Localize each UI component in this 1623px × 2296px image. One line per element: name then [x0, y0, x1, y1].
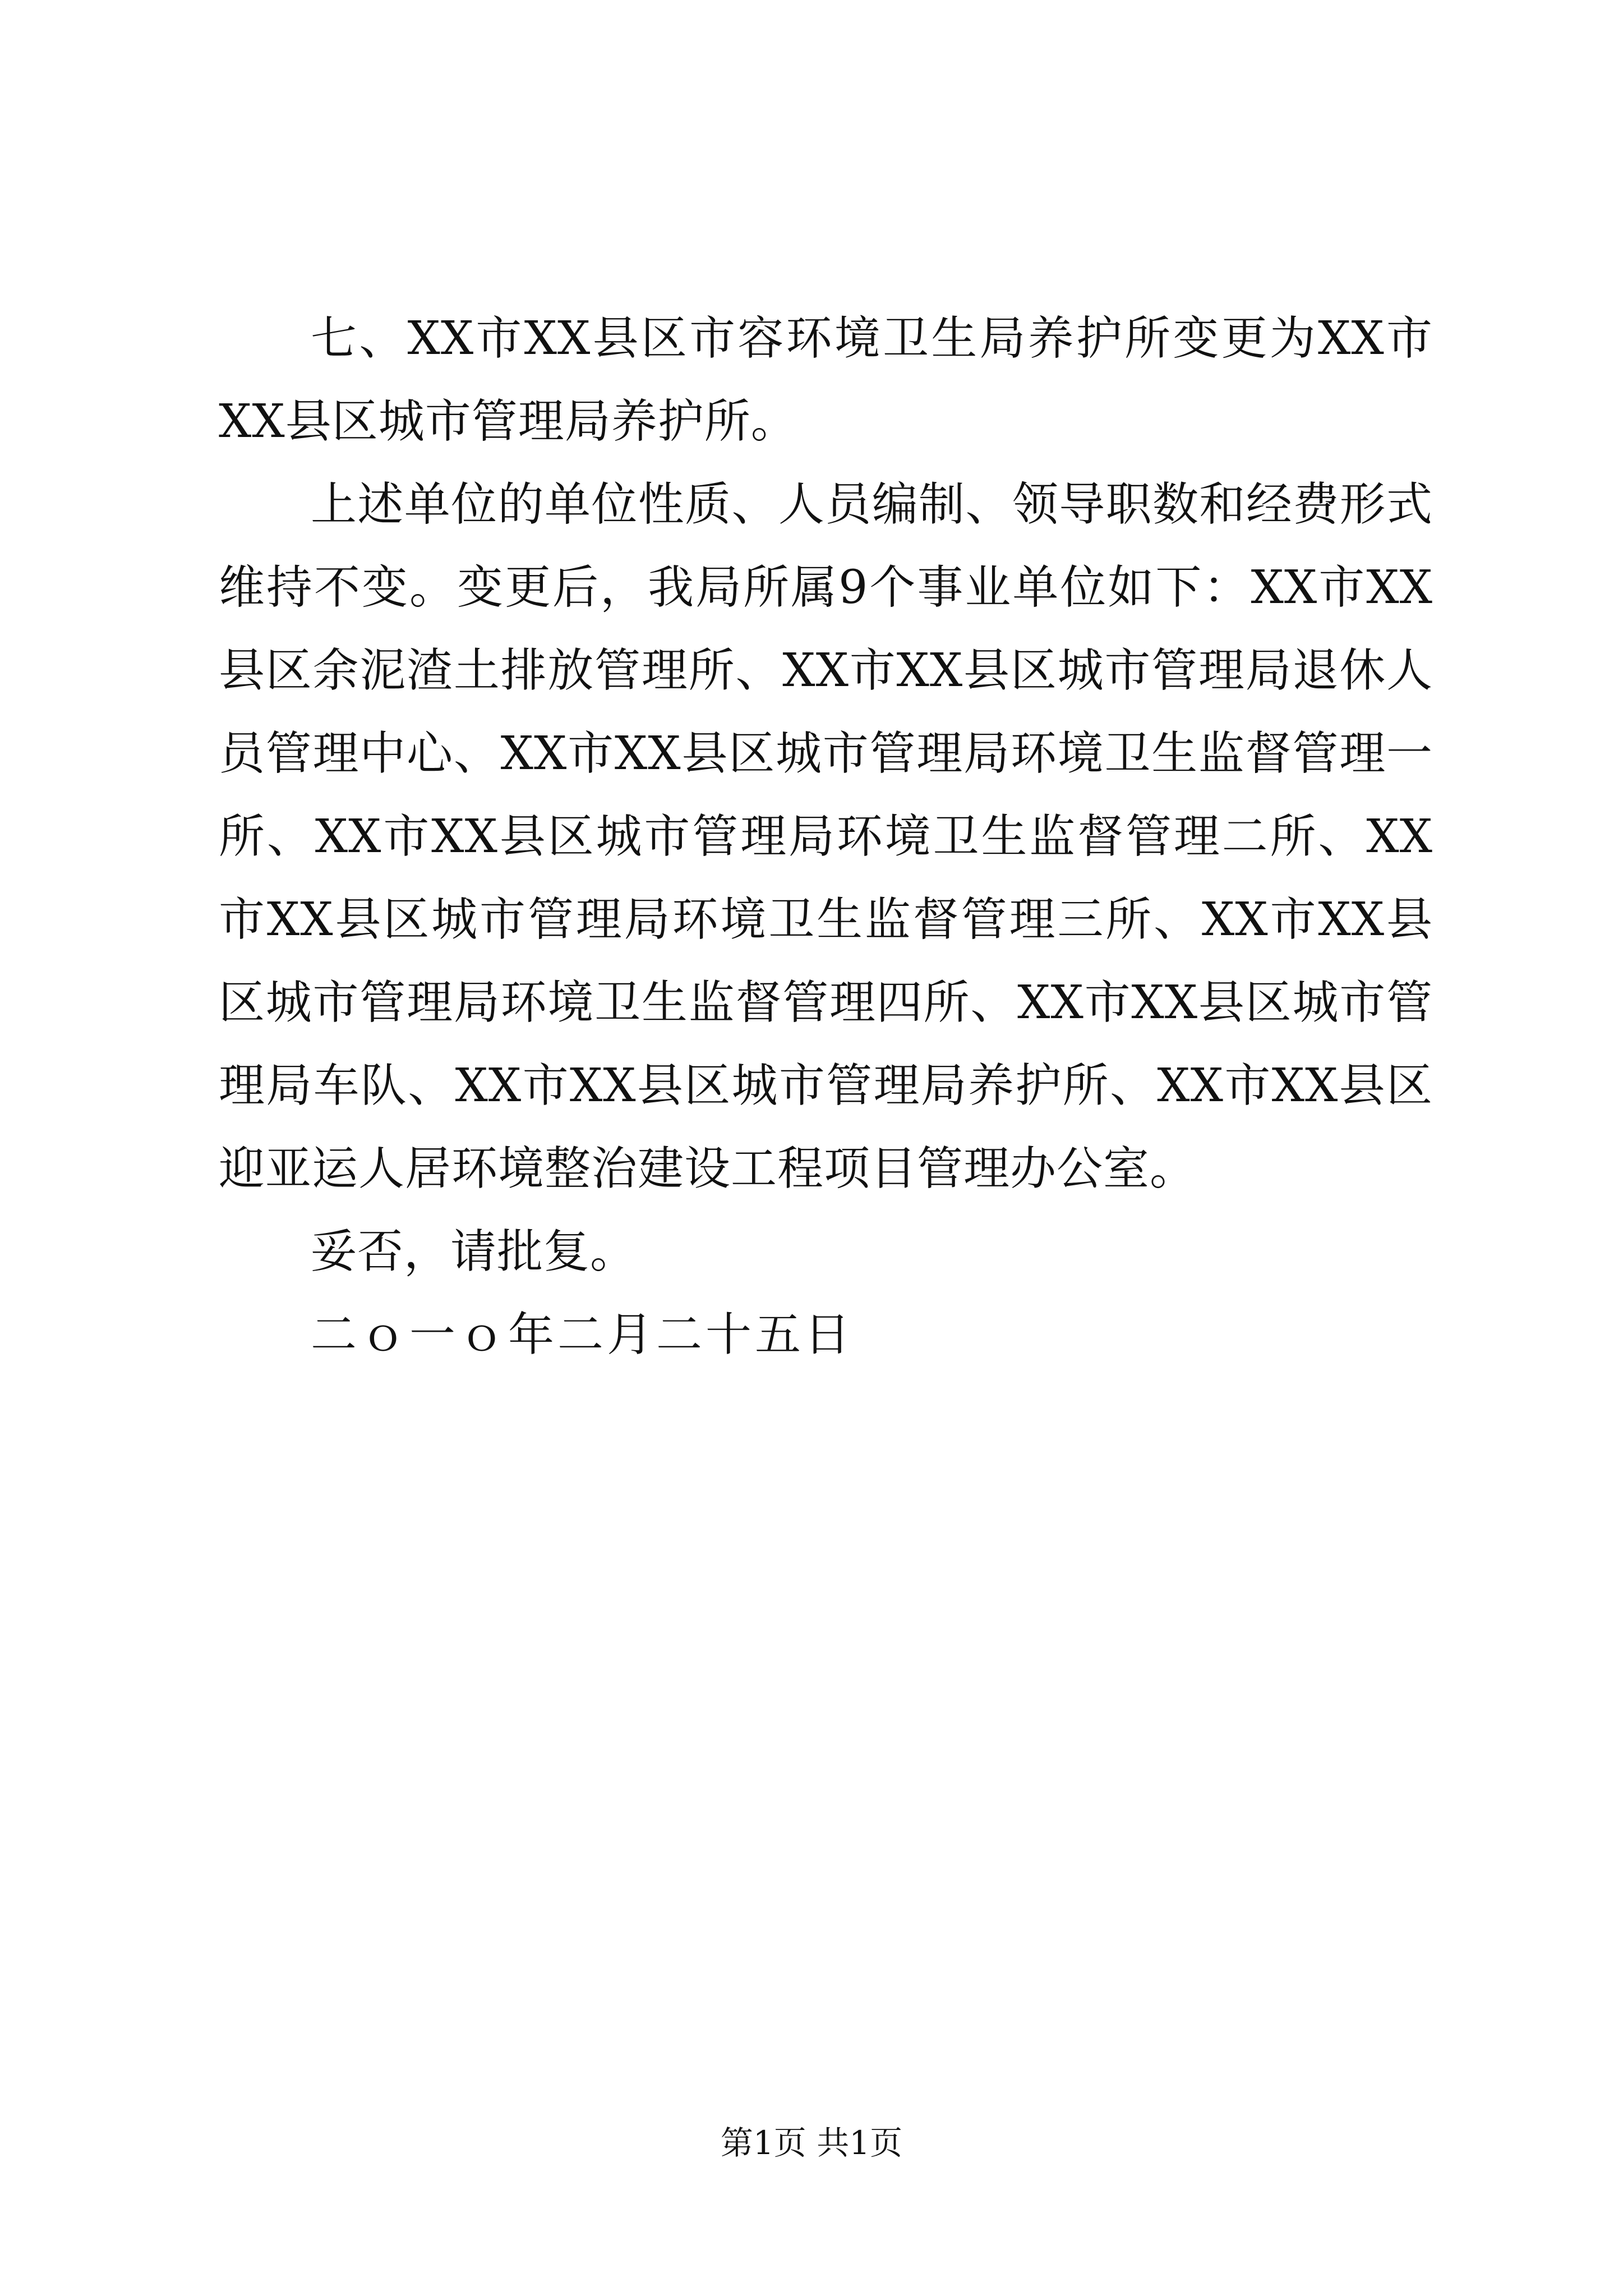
- paragraph-item-7: 七、XX市XX县区市容环境卫生局养护所变更为XX市XX县区城市管理局养护所。: [219, 312, 1433, 448]
- page-footer: 第1页 共1页: [720, 2124, 903, 2162]
- paragraph-request: 妥否，请批复。: [311, 1225, 637, 1278]
- document-body: [219, 297, 1433, 1377]
- document-date: 二ｏ一ｏ年二月二十五日: [311, 1308, 854, 1361]
- paragraph-unit-list: 上述单位的单位性质、人员编制、领导职数和经费形式维持不变。变更后，我局所属9个事业单位如下：XX市XX县区余泥渣土排放管理所、XX市XX县区城市管理局退休人员管理中心、XX市XX县区城市管理局环境卫生监督管理一所、XX市XX县区城市管理局环境卫生监督管理二所、XX市XX县区城市管理局环境卫生监督管理三所、XX市XX县区城市管理局环境卫生监督管理四所、XX市XX县区城市管理局车队、XX市XX县区城市管理局养护所、XX市XX县区迎亚运人居环境整治建设工程项目管理办公室。: [219, 478, 1433, 1195]
